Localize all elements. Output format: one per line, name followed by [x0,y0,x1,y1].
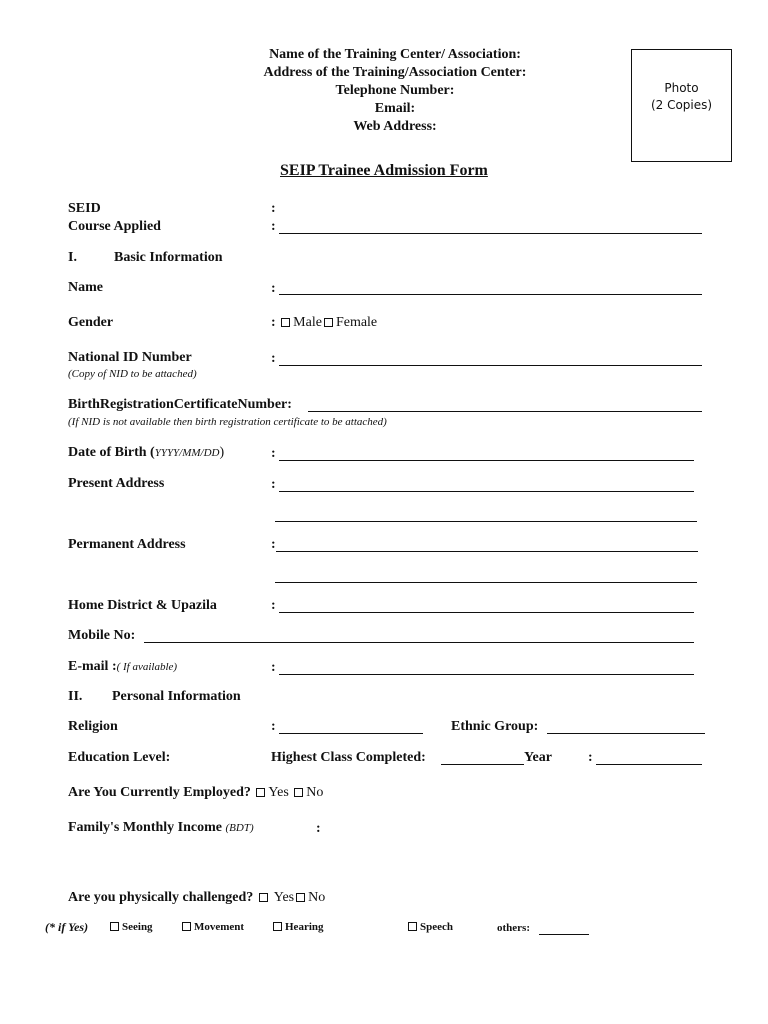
name-field[interactable] [279,294,702,295]
seeing-label: Seeing [122,921,153,933]
name-colon: : [271,281,276,296]
employed-yes-checkbox[interactable] [256,788,265,797]
email-label-group [68,659,177,675]
gender-colon: : [271,315,276,330]
section-1-title: Basic Information [114,250,223,265]
year-colon: : [588,750,593,765]
present-address-colon: : [271,477,276,492]
employed-yes-label: Yes [268,785,289,800]
movement-label: Movement [194,921,245,933]
birth-registration-note: (If NID is not available then birth registration certificate to be attached) [68,416,387,428]
speech-label: Speech [420,921,453,933]
dob-label: Date of Birth ( [68,445,155,460]
female-checkbox[interactable] [324,318,333,327]
nid-colon: : [271,351,276,366]
challenged-yes-label: Yes [273,890,295,905]
gender-label: Gender [68,315,114,330]
nid-label: National ID Number [68,350,192,365]
telephone-label: Telephone Number: [335,83,455,98]
mobile-label: Mobile No: [68,628,136,643]
dob-field[interactable] [279,460,694,461]
course-applied-field[interactable] [279,233,702,234]
if-yes-label: (* if Yes) [45,920,89,934]
name-label: Name [68,280,103,295]
email-colon: : [271,660,276,675]
training-center-address-label: Address of the Training/Association Center: [263,65,527,80]
form-title: SEIP Trainee Admission Form [280,162,488,179]
birth-registration-field[interactable] [308,411,702,412]
hearing-checkbox[interactable] [273,922,282,931]
others-field[interactable] [539,934,589,935]
challenged-no-checkbox[interactable] [296,893,305,902]
email-note: ( If available) [116,661,178,673]
movement-option [180,921,244,933]
seeing-checkbox[interactable] [110,922,119,931]
employed-no-checkbox[interactable] [294,788,303,797]
challenged-no-label: No [308,890,326,905]
home-district-colon: : [271,598,276,613]
permanent-address-label: Permanent Address [68,537,186,552]
education-level-label: Education Level: [68,750,171,765]
permanent-address-field[interactable] [276,551,698,552]
dob-label-group [68,445,224,461]
home-district-label: Home District & Upazila [68,598,217,613]
religion-colon: : [271,719,276,734]
employed-label: Are You Currently Employed? [68,785,251,800]
photo-label: Photo [664,81,699,95]
hearing-label: Hearing [285,921,324,933]
birth-registration-label: BirthRegistrationCertificateNumber: [68,397,292,412]
web-address-label: Web Address: [353,119,437,134]
seid-colon: : [271,201,276,216]
religion-label: Religion [68,719,118,734]
income-colon: : [316,821,321,836]
nid-note: (Copy of NID to be attached) [68,368,197,380]
section-2-number: II. [68,689,83,704]
permanent-address-field-line-2[interactable] [275,582,697,583]
dob-close: ) [219,445,225,460]
dob-format: YYYY/MM/DD [154,447,220,459]
ethnic-group-field[interactable] [547,733,705,734]
income-unit: (BDT) [225,822,254,834]
seeing-option [108,921,153,933]
year-field[interactable] [596,764,702,765]
highest-class-field[interactable] [441,764,524,765]
photo-copies-label: (2 Copies) [650,98,713,112]
course-applied-label: Course Applied [68,219,161,234]
employed-no-label: No [306,785,324,800]
challenged-label: Are you physically challenged? [68,890,254,905]
email-label: E-mail : [68,659,117,674]
challenged-row [68,890,325,906]
email-field[interactable] [279,674,694,675]
hearing-option [271,921,324,933]
speech-option [406,921,453,933]
gender-options [271,315,377,331]
challenged-yes-checkbox[interactable] [259,893,268,902]
highest-class-label: Highest Class Completed: [271,750,426,765]
present-address-field-line-2[interactable] [275,521,697,522]
course-applied-colon: : [271,219,276,234]
home-district-field[interactable] [279,612,694,613]
training-center-name-label: Name of the Training Center/ Association: [269,47,521,62]
photo-box [631,49,732,162]
income-label: Family's Monthly Income [68,820,222,835]
dob-colon: : [271,446,276,461]
employed-row [68,785,323,801]
section-1-number: I. [68,250,77,265]
religion-field[interactable] [279,733,423,734]
speech-checkbox[interactable] [408,922,417,931]
female-label: Female [335,315,378,330]
male-checkbox[interactable] [281,318,290,327]
movement-checkbox[interactable] [182,922,191,931]
seid-label: SEID [68,201,101,216]
income-label-group [68,820,254,836]
male-label: Male [293,315,322,330]
email-header-label: Email: [374,101,416,116]
mobile-field[interactable] [144,642,694,643]
nid-field[interactable] [279,365,702,366]
present-address-field[interactable] [279,491,694,492]
ethnic-group-label: Ethnic Group: [451,719,539,734]
present-address-label: Present Address [68,476,165,491]
section-2-title: Personal Information [112,689,241,704]
others-label: others: [497,922,530,934]
permanent-address-colon: : [271,537,276,552]
year-label: Year [524,750,552,765]
